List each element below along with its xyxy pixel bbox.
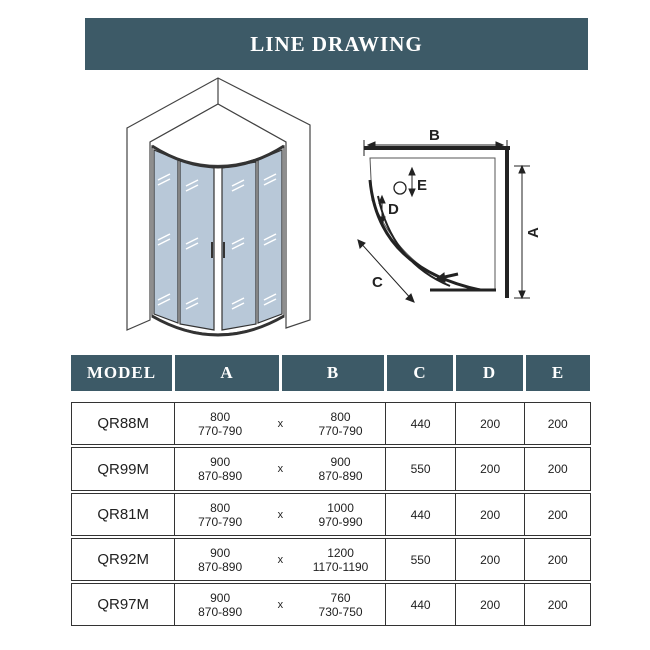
times-separator: x (277, 463, 284, 475)
dimension-ab-cell (175, 403, 386, 444)
c-cell: 440 (386, 584, 456, 625)
plan-view-drawing (358, 140, 530, 302)
a-nominal: 800 (210, 409, 231, 424)
c-cell: 440 (386, 494, 456, 535)
e-cell: 200 (547, 597, 568, 612)
e-cell: 200 (547, 552, 568, 567)
a-range: 870-890 (198, 559, 243, 574)
times-separator: x (277, 417, 284, 430)
a-range: 770-790 (198, 514, 243, 529)
d-cell: 200 (456, 494, 526, 535)
table-header (71, 355, 591, 391)
dimension-ab-cell (175, 494, 386, 535)
a-nominal: 900 (210, 590, 231, 605)
c-cell: 440 (386, 403, 456, 444)
shower-perspective-drawing (127, 78, 310, 335)
plan-label-d: D (388, 201, 399, 218)
model-cell: QR99M (72, 448, 175, 490)
b-nominal: 760 (330, 590, 351, 605)
a-nominal: 900 (210, 455, 231, 469)
model-cell: QR97M (72, 584, 175, 625)
dimension-ab-cell (175, 584, 386, 625)
d-cell: 200 (456, 539, 526, 580)
b-range: 970-990 (318, 514, 363, 529)
model-cell: QR81M (72, 494, 175, 535)
header-model: MODEL (71, 355, 172, 391)
header-d: D (456, 355, 523, 391)
header-c: C (387, 355, 453, 391)
a-nominal: 900 (210, 545, 231, 560)
a-range: 870-890 (198, 469, 243, 483)
table-row (71, 402, 591, 445)
a-range: 770-790 (198, 423, 243, 438)
banner-title: LINE DRAWING (250, 31, 423, 56)
model-cell: QR88M (72, 403, 175, 444)
b-nominal: 1000 (327, 500, 354, 515)
table-row (71, 493, 591, 536)
table-body (71, 402, 591, 628)
header-b: B (282, 355, 384, 391)
e-cell: 200 (547, 462, 568, 476)
plan-label-e: E (417, 177, 428, 194)
header-a: A (175, 355, 279, 391)
d-cell: 200 (456, 448, 526, 490)
table-row (71, 538, 591, 581)
header-e: E (526, 355, 590, 391)
dimension-ab-cell (175, 448, 386, 490)
e-cell: 200 (547, 416, 568, 431)
plan-label-c: C (372, 274, 383, 291)
b-range: 1170-1190 (312, 559, 369, 574)
d-cell: 200 (456, 584, 526, 625)
e-cell: 200 (547, 507, 568, 522)
a-nominal: 800 (210, 500, 231, 515)
plan-label-a: A (525, 227, 542, 238)
table-row (71, 447, 591, 491)
b-range: 770-790 (318, 423, 363, 438)
b-nominal: 900 (330, 455, 351, 469)
plan-label-b: B (429, 127, 440, 144)
b-nominal: 800 (330, 409, 351, 424)
table-row (71, 583, 591, 626)
model-cell: QR92M (72, 539, 175, 580)
b-range: 870-890 (318, 469, 363, 483)
times-separator: x (277, 508, 284, 521)
a-range: 870-890 (198, 604, 243, 619)
b-range: 730-750 (318, 604, 363, 619)
d-cell: 200 (456, 403, 526, 444)
times-separator: x (277, 553, 284, 566)
dimension-ab-cell (175, 539, 386, 580)
c-cell: 550 (386, 448, 456, 490)
c-cell: 550 (386, 539, 456, 580)
times-separator: x (277, 598, 284, 611)
b-nominal: 1200 (327, 545, 354, 560)
